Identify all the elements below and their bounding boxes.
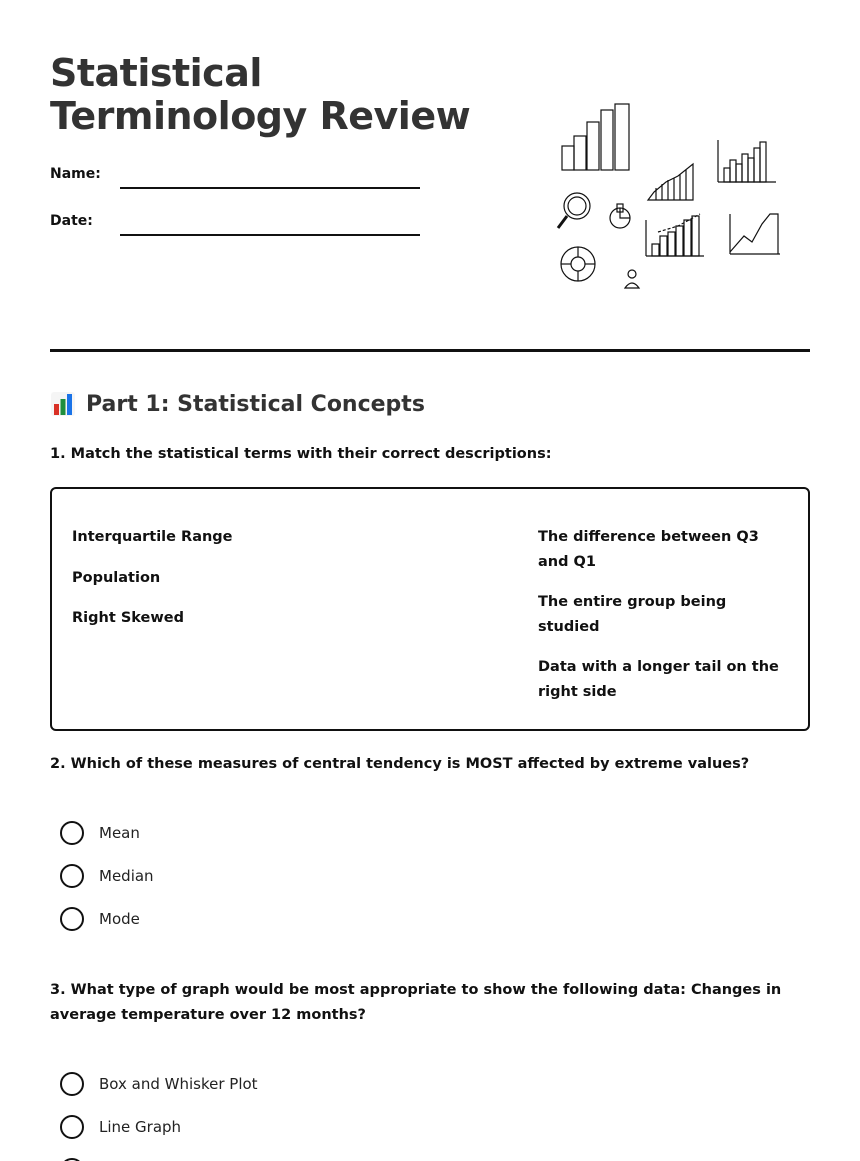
- descriptions-column: [538, 525, 788, 720]
- radio-button[interactable]: [60, 1072, 84, 1096]
- description-item: The entire group being studied: [538, 594, 727, 635]
- description-item: The difference between Q3 and Q1: [538, 529, 759, 570]
- question-1-prompt: 1. Match the statistical terms with their correct descriptions:: [50, 446, 552, 462]
- pie-chart-icon: [610, 204, 630, 228]
- date-label: Date:: [50, 213, 93, 229]
- question-3-prompt: 3. What type of graph would be most appropriate to show the following data: Changes in average temperature over 12 months?: [50, 982, 782, 1023]
- option-label: Mode: [99, 910, 140, 928]
- radio-button[interactable]: [60, 907, 84, 931]
- terms-column: [72, 525, 492, 647]
- bar-chart-emoji-icon: [50, 391, 76, 417]
- date-field[interactable]: [120, 234, 420, 236]
- question-2-prompt: 2. Which of these measures of central tendency is MOST affected by extreme values?: [50, 756, 750, 772]
- name-label: Name:: [50, 166, 101, 182]
- option-label: Median: [99, 867, 154, 885]
- option-label: Box and Whisker Plot: [99, 1075, 258, 1093]
- person-icon: [625, 270, 639, 288]
- area-chart-icon: [648, 164, 693, 200]
- q2-option-median[interactable]: [60, 863, 154, 889]
- part1-title: Part 1: Statistical Concepts: [86, 391, 425, 417]
- radio-button[interactable]: [60, 821, 84, 845]
- option-label: Mean: [99, 824, 140, 842]
- histogram-icon: [718, 140, 776, 182]
- term-item: Interquartile Range: [72, 529, 233, 545]
- trend-bar-icon: [646, 214, 704, 256]
- term-item: Right Skewed: [72, 610, 184, 626]
- name-field[interactable]: [120, 187, 420, 189]
- statistics-clipart: [548, 96, 788, 296]
- option-label: Line Graph: [99, 1118, 182, 1136]
- part1-heading: [50, 388, 425, 420]
- matching-box: [50, 487, 810, 731]
- radio-button[interactable]: [60, 864, 84, 888]
- bar-chart-icon: [562, 104, 629, 170]
- q2-option-mean[interactable]: [60, 820, 140, 846]
- header-divider: [50, 349, 810, 352]
- magnifier-icon: [558, 193, 590, 228]
- q3-option-line-graph[interactable]: [60, 1114, 181, 1140]
- q3-option-box-whisker[interactable]: [60, 1071, 258, 1097]
- q2-option-mode[interactable]: [60, 906, 140, 932]
- line-graph-icon: [730, 214, 780, 254]
- q3-option-partial[interactable]: [60, 1157, 84, 1161]
- worksheet-title: Statistical Terminology Review: [50, 51, 471, 138]
- term-item: Population: [72, 569, 161, 586]
- description-item: Data with a longer tail on the right side: [538, 659, 779, 700]
- target-icon: [561, 247, 595, 281]
- radio-button[interactable]: [60, 1115, 84, 1139]
